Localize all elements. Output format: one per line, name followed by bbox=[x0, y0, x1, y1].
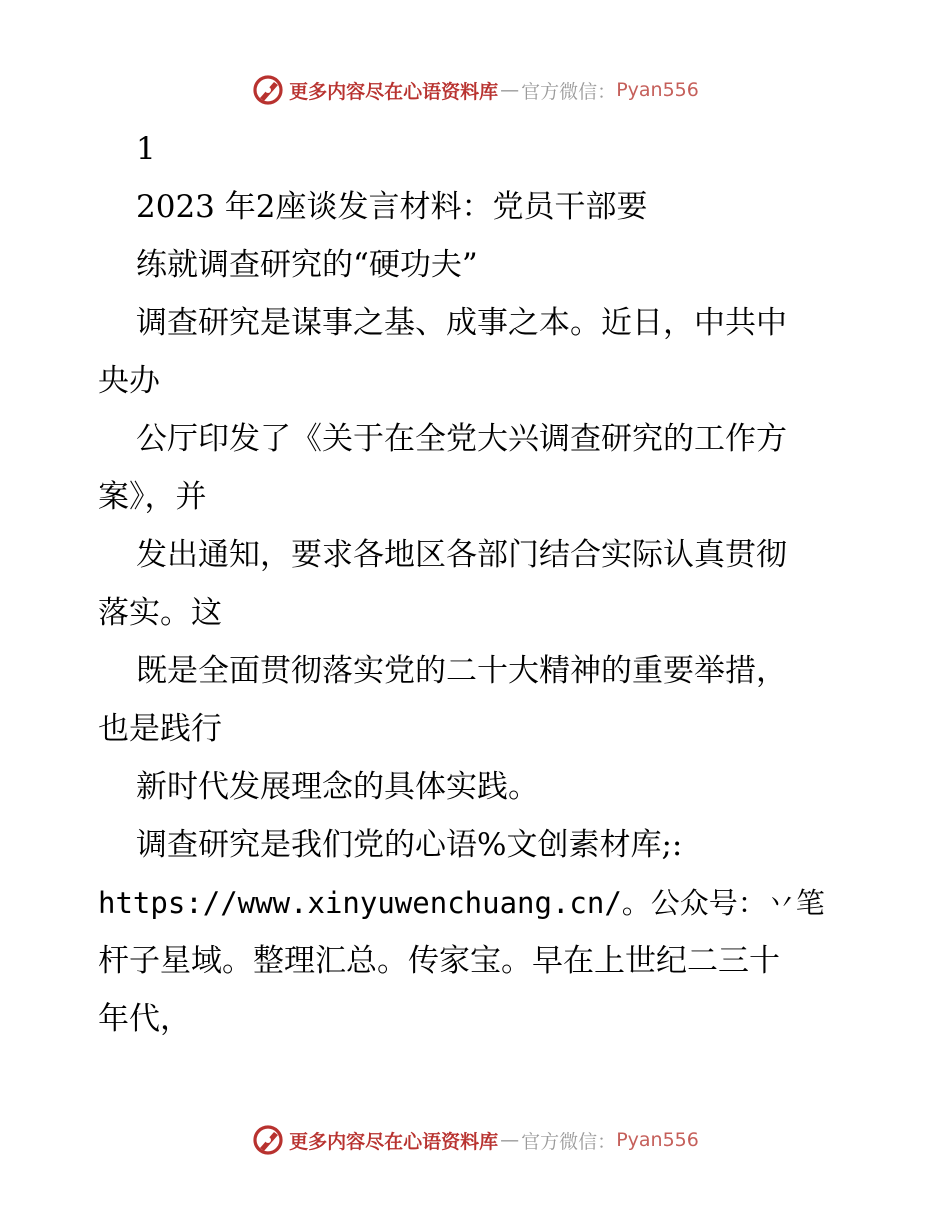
paragraph-line: 年代， bbox=[98, 1001, 191, 1037]
doc-title-line-2: 练就调查研究的“硬功夫” bbox=[136, 247, 478, 283]
banner-sub-text: 官方微信： bbox=[521, 80, 617, 103]
paragraph-line-url: https://www.xinyuwenchuang.cn/。公众号：丷笔 bbox=[98, 886, 825, 920]
paragraph-line: 调查研究是我们党的心语%文创素材库;: bbox=[136, 827, 683, 863]
header-watermark-banner bbox=[0, 70, 950, 110]
paragraph-line: 发出通知，要求各地区各部门结合实际认真贯彻 bbox=[136, 537, 787, 573]
banner-wechat-id: Pyan556 bbox=[616, 1129, 699, 1151]
banner-main-text: 更多内容尽在心语资料库 bbox=[289, 80, 499, 103]
paragraph-line: 杆子星域。整理汇总。传家宝。早在上世纪二三十 bbox=[98, 943, 780, 979]
pen-logo-icon bbox=[251, 1123, 285, 1157]
banner-wechat-id: Pyan556 bbox=[616, 79, 699, 101]
footer-watermark-banner bbox=[0, 1120, 950, 1160]
paragraph-line: 既是全面贯彻落实党的二十大精神的重要举措， bbox=[136, 653, 787, 689]
banner-dash: — bbox=[500, 1129, 520, 1151]
banner-main-text: 更多内容尽在心语资料库 bbox=[289, 1130, 499, 1153]
paragraph-line: 新时代发展理念的具体实践。 bbox=[136, 769, 539, 805]
document-body bbox=[98, 120, 858, 1048]
paragraph-line: 央办 bbox=[98, 363, 160, 399]
paragraph-line: 也是践行 bbox=[98, 711, 222, 747]
paragraph-line: 公厅印发了《关于在全党大兴调查研究的工作方 bbox=[136, 421, 787, 457]
banner-sub-text: 官方微信： bbox=[521, 1130, 617, 1153]
doc-title-line-1: 2023 年2座谈发言材料：党员干部要 bbox=[136, 189, 648, 225]
paragraph-line: 落实。这 bbox=[98, 595, 222, 631]
page-number: 1 bbox=[136, 131, 156, 167]
pen-logo-icon bbox=[251, 73, 285, 107]
paragraph-line: 案》，并 bbox=[98, 479, 207, 515]
banner-dash: — bbox=[500, 79, 520, 101]
paragraph-line: 调查研究是谋事之基、成事之本。近日，中共中 bbox=[136, 305, 787, 341]
